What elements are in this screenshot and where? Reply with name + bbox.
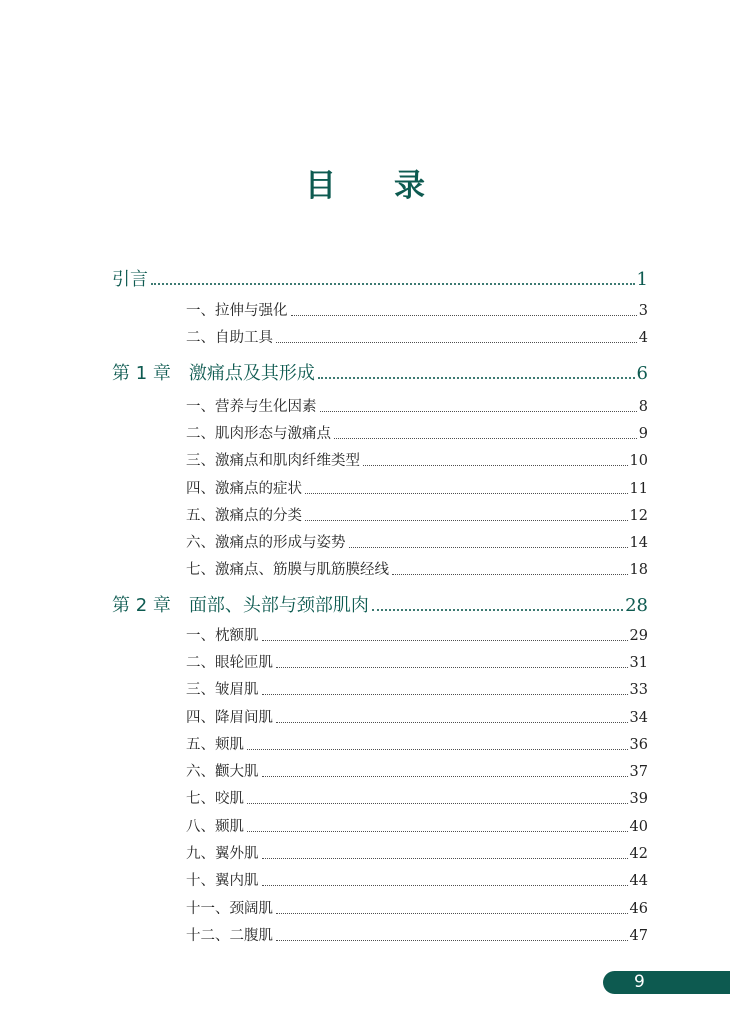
entry-title: 二、眼轮匝肌: [186, 655, 273, 671]
entry-title: 第 1 章 激痛点及其形成: [112, 363, 315, 384]
entry-title: 第 2 章 面部、头部与颈部肌肉: [112, 595, 369, 616]
dot-leader: [276, 667, 628, 668]
entry-page: 46: [629, 901, 648, 917]
dot-leader: [247, 803, 628, 804]
entry-title: 六、激痛点的形成与姿势: [186, 535, 346, 551]
dot-leader: [247, 831, 628, 832]
toc-section-entry[interactable]: [186, 502, 648, 526]
entry-page: 29: [629, 628, 648, 644]
dot-leader: [320, 411, 637, 412]
dot-leader: [276, 940, 628, 941]
toc-section-entry[interactable]: [186, 297, 648, 321]
toc-section-entry[interactable]: [186, 676, 648, 700]
toc-section-entry[interactable]: [186, 731, 648, 755]
toc-section-entry[interactable]: [186, 622, 648, 646]
entry-title: 一、枕额肌: [186, 628, 259, 644]
title-char: 目: [305, 168, 336, 204]
entry-page: 40: [629, 819, 648, 835]
dot-leader: [334, 438, 637, 439]
entry-title: 六、颧大肌: [186, 764, 259, 780]
toc-section-entry[interactable]: [186, 758, 648, 782]
dot-leader: [392, 574, 628, 575]
entry-page: 31: [629, 655, 648, 671]
toc-section-entry[interactable]: [186, 529, 648, 553]
toc-section-entry[interactable]: [186, 393, 648, 417]
entry-title: 引言: [112, 269, 148, 290]
entry-title: 四、降眉间肌: [186, 710, 273, 726]
page-number: 9: [634, 972, 645, 992]
entry-title: 三、激痛点和肌肉纤维类型: [186, 453, 360, 469]
dot-leader: [291, 315, 637, 316]
toc-section-entry[interactable]: [186, 840, 648, 864]
toc-section-entry[interactable]: [186, 813, 648, 837]
entry-page: 34: [629, 710, 648, 726]
dot-leader: [372, 609, 623, 611]
page-number-tab: [603, 971, 730, 994]
toc-section-entry[interactable]: [186, 447, 648, 471]
toc-section-entry[interactable]: [186, 785, 648, 809]
dot-leader: [305, 493, 628, 494]
entry-title: 二、肌肉形态与激痛点: [186, 426, 331, 442]
entry-page: 10: [629, 453, 648, 469]
entry-page: 47: [629, 928, 648, 944]
toc-section-entry[interactable]: [186, 324, 648, 348]
toc-section-entry[interactable]: [186, 420, 648, 444]
entry-page: 6: [636, 363, 648, 384]
dot-leader: [276, 722, 628, 723]
entry-page: 18: [629, 562, 648, 578]
entry-page: 44: [629, 873, 648, 889]
entry-page: 9: [638, 426, 648, 442]
title-char: 录: [394, 168, 425, 204]
entry-page: 1: [636, 269, 648, 290]
dot-leader: [276, 913, 628, 914]
dot-leader: [305, 520, 628, 521]
entry-title: 七、激痛点、筋膜与肌筋膜经线: [186, 562, 389, 578]
dot-leader: [262, 885, 628, 886]
entry-title: 三、皱眉肌: [186, 682, 259, 698]
dot-leader: [151, 283, 635, 285]
entry-title: 十、翼内肌: [186, 873, 259, 889]
entry-title: 一、营养与生化因素: [186, 399, 317, 415]
toc-section-entry[interactable]: [186, 922, 648, 946]
dot-leader: [262, 858, 628, 859]
toc-chapter-entry[interactable]: [112, 266, 648, 290]
dot-leader: [247, 749, 628, 750]
toc-section-entry[interactable]: [186, 649, 648, 673]
entry-page: 28: [625, 595, 648, 616]
entry-title: 五、激痛点的分类: [186, 508, 302, 524]
toc-section-entry[interactable]: [186, 556, 648, 580]
entry-title: 一、拉伸与强化: [186, 303, 288, 319]
entry-page: 8: [638, 399, 648, 415]
dot-leader: [262, 640, 628, 641]
entry-page: 4: [638, 330, 648, 346]
entry-title: 五、颊肌: [186, 737, 244, 753]
entry-page: 33: [629, 682, 648, 698]
entry-title: 十一、颈阔肌: [186, 901, 273, 917]
entry-page: 37: [629, 764, 648, 780]
toc-section-entry[interactable]: [186, 475, 648, 499]
entry-title: 七、咬肌: [186, 791, 244, 807]
toc-chapter-entry[interactable]: [112, 592, 648, 616]
entry-title: 九、翼外肌: [186, 846, 259, 862]
entry-page: 12: [629, 508, 648, 524]
entry-title: 十二、二腹肌: [186, 928, 273, 944]
page-title: [0, 160, 730, 205]
entry-title: 八、颞肌: [186, 819, 244, 835]
entry-title: 四、激痛点的症状: [186, 481, 302, 497]
dot-leader: [262, 694, 628, 695]
entry-page: 39: [629, 791, 648, 807]
dot-leader: [318, 377, 635, 379]
dot-leader: [349, 547, 628, 548]
entry-title: 二、自助工具: [186, 330, 273, 346]
dot-leader: [262, 776, 628, 777]
entry-page: 42: [629, 846, 648, 862]
entry-page: 3: [638, 303, 648, 319]
toc-section-entry[interactable]: [186, 867, 648, 891]
toc-chapter-entry[interactable]: [112, 360, 648, 384]
entry-page: 11: [629, 481, 648, 497]
entry-page: 36: [629, 737, 648, 753]
dot-leader: [276, 342, 637, 343]
dot-leader: [363, 465, 628, 466]
entry-page: 14: [629, 535, 648, 551]
toc-section-entry[interactable]: [186, 704, 648, 728]
toc-section-entry[interactable]: [186, 895, 648, 919]
